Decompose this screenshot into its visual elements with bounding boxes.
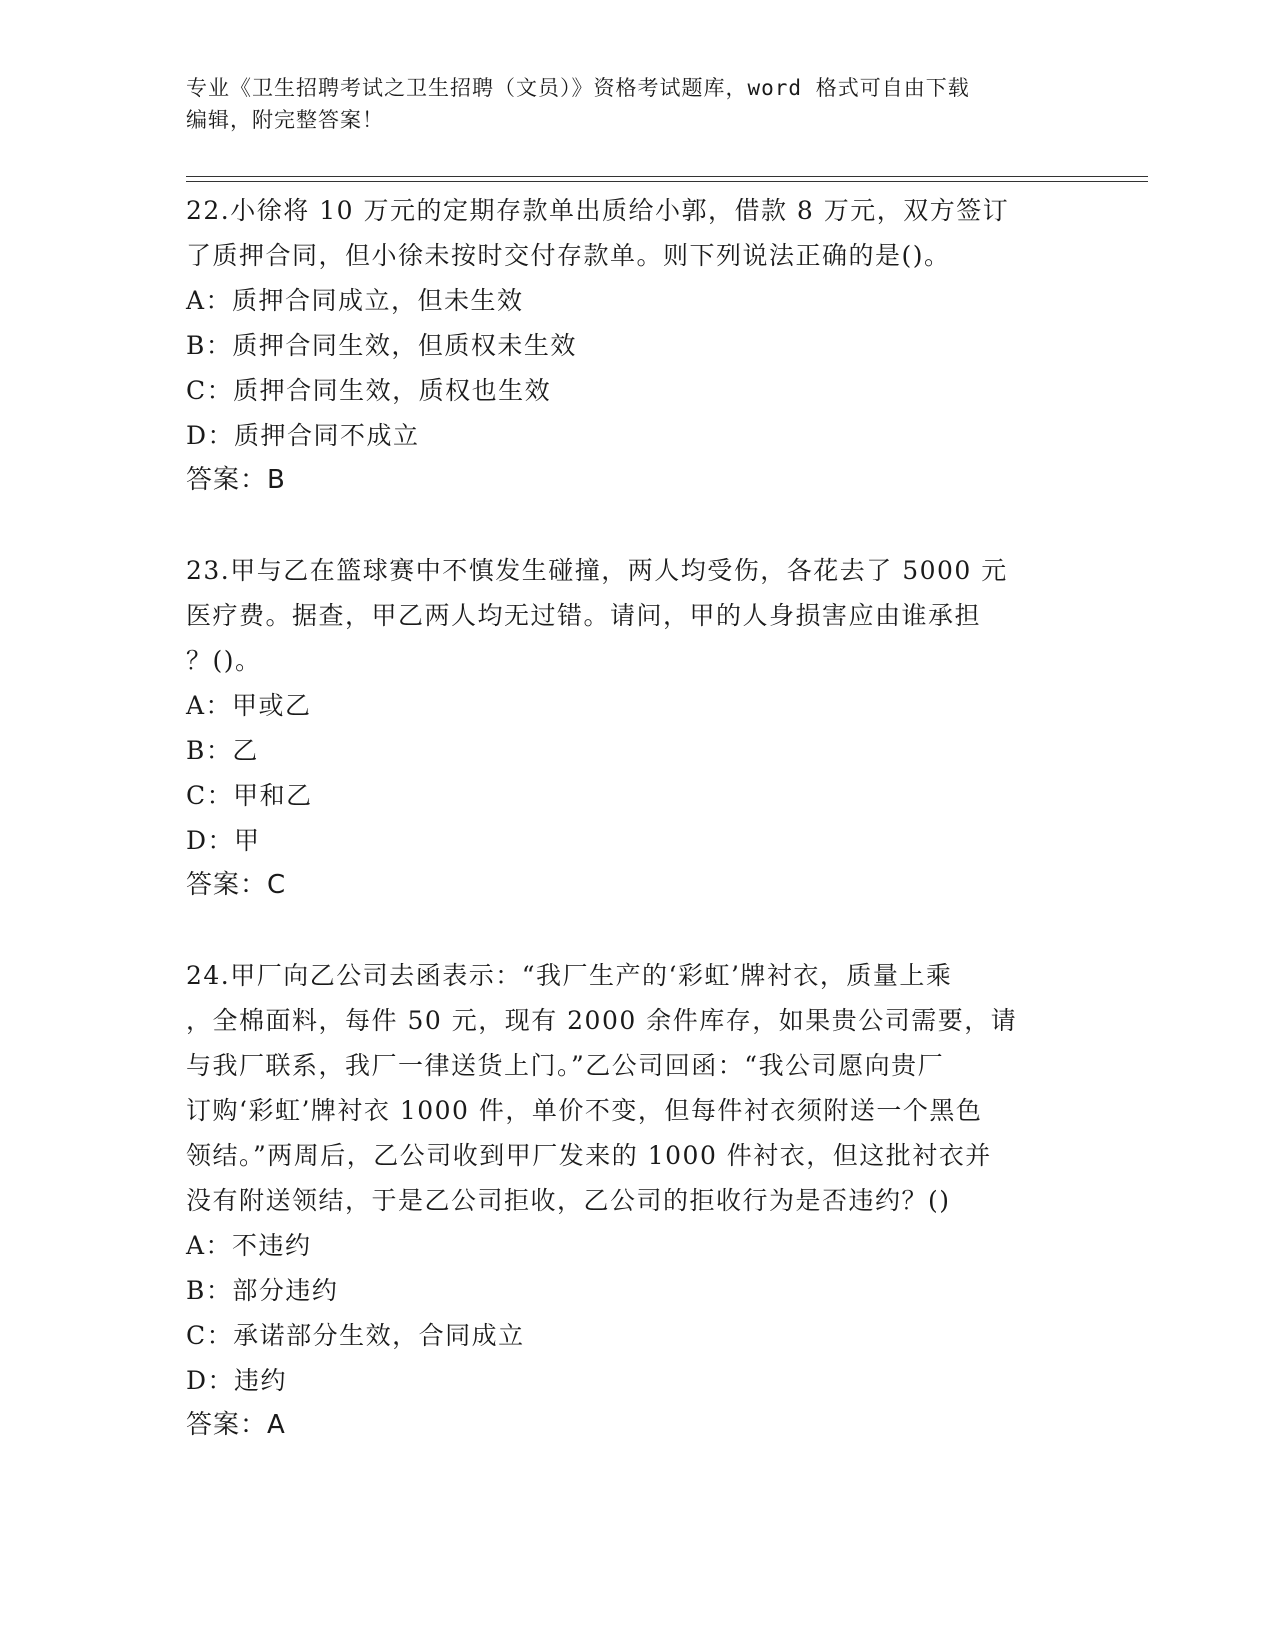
question-text-line: ，全棉面料，每件 50 元，现有 2000 余件库存，如果贵公司需要，请	[186, 1006, 1018, 1035]
question-text-line: 订购‘彩虹’牌衬衣 1000 件，单价不变，但每件衬衣须附送一个黑色	[186, 1096, 983, 1125]
question-spacer	[186, 503, 1086, 548]
question-22	[186, 188, 1086, 503]
question-text-line: 领结。”两周后，乙公司收到甲厂发来的 1000 件衬衣，但这批衬衣并	[186, 1141, 992, 1170]
option-c: C：质押合同生效，质权也生效	[186, 376, 552, 405]
question-24	[186, 953, 1086, 1448]
question-text-line: 23.甲与乙在篮球赛中不慎发生碰撞，两人均受伤，各花去了 5000 元	[186, 556, 1008, 585]
question-spacer	[186, 908, 1086, 953]
question-text-line: 22.小徐将 10 万元的定期存款单出质给小郭，借款 8 万元，双方签订	[186, 196, 1010, 225]
option-c: C：承诺部分生效，合同成立	[186, 1321, 525, 1350]
question-text-line: 医疗费。据查，甲乙两人均无过错。请问，甲的人身损害应由谁承担	[186, 601, 982, 630]
answer-label: 答案：A	[186, 1410, 286, 1440]
answer-label: 答案：C	[186, 870, 287, 900]
option-a: A：甲或乙	[186, 691, 312, 720]
option-c: C：甲和乙	[186, 781, 313, 810]
question-text-line: 了质押合同，但小徐未按时交付存款单。则下列说法正确的是()。	[186, 241, 951, 270]
header-line-2: 编辑，附完整答案！	[186, 108, 384, 132]
question-text-line: ？()。	[186, 646, 262, 675]
question-list	[186, 188, 1086, 1448]
option-d: D：甲	[186, 826, 261, 855]
option-b: B：部分违约	[186, 1276, 339, 1305]
question-text-line: 与我厂联系，我厂一律送货上门。”乙公司回函：“我公司愿向贵厂	[186, 1051, 945, 1080]
header-line-1: 专业《卫生招聘考试之卫生招聘（文员）》资格考试题库，word 格式可自由下载	[186, 76, 970, 100]
header-divider-bottom	[186, 181, 1148, 182]
option-d: D：违约	[186, 1366, 288, 1395]
option-b: B：乙	[186, 736, 259, 765]
header-divider-top	[186, 176, 1148, 177]
document-header	[186, 72, 1066, 136]
option-d: D：质押合同不成立	[186, 421, 420, 450]
option-a: A：质押合同成立，但未生效	[186, 286, 524, 315]
question-text-line: 24.甲厂向乙公司去函表示：“我厂生产的‘彩虹’牌衬衣，质量上乘	[186, 961, 953, 990]
question-23	[186, 548, 1086, 908]
answer-label: 答案：B	[186, 465, 286, 495]
option-b: B：质押合同生效，但质权未生效	[186, 331, 577, 360]
option-a: A：不违约	[186, 1231, 312, 1260]
question-text-line: 没有附送领结，于是乙公司拒收，乙公司的拒收行为是否违约？()	[186, 1186, 951, 1215]
